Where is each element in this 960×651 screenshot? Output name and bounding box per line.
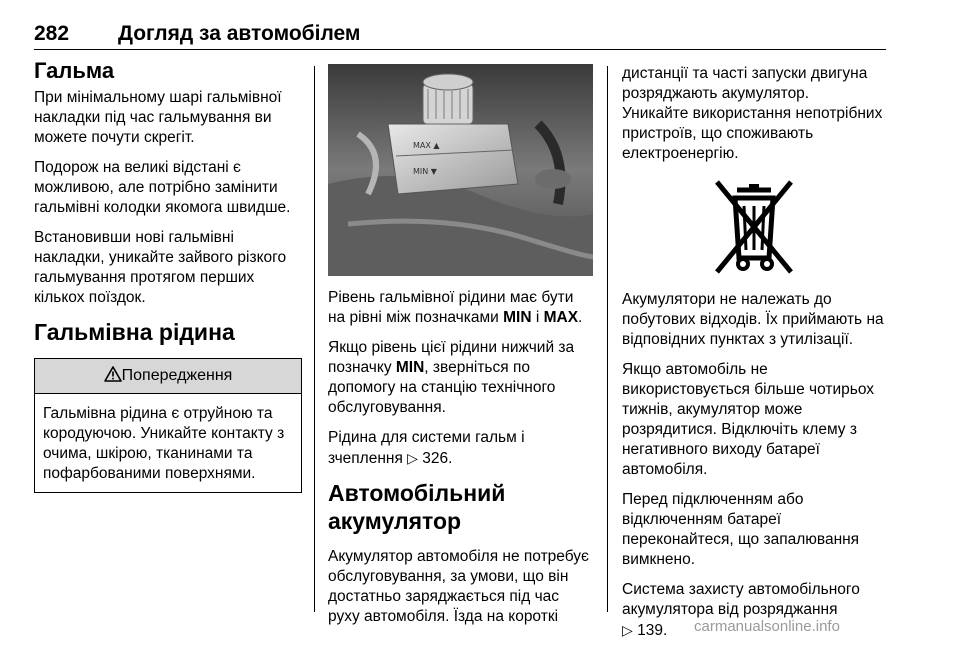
paragraph: Акумулятори не належать до побутових відходів. Їх приймають на відповідних пунктах з утилізації. xyxy=(622,291,884,348)
brakes-heading: Гальма xyxy=(34,58,115,83)
column-right xyxy=(622,64,886,651)
warning-icon xyxy=(104,366,122,382)
paragraph: Якщо рівень цієї рідини нижчий за позначку MIN, зверніться по допомогу на станцію технічного обслуговування. xyxy=(328,339,575,416)
column-middle xyxy=(328,64,593,637)
column-divider xyxy=(314,66,315,612)
paragraph: Встановивши нові гальмівні накладки, уникайте зайвого різкого гальмування протягом перших кількох поїздок. xyxy=(34,229,287,306)
watermark: carmanualsonline.info xyxy=(694,618,840,635)
paragraph: Акумулятор автомобіля не потребує обслуговування, за умови, що він достатньо заряджається під час руху автомобіля. Їзда на короткі xyxy=(328,548,589,625)
header-rule xyxy=(34,49,886,50)
brake-fluid-reservoir-photo xyxy=(328,64,593,276)
warning-title: Попередження xyxy=(121,367,233,384)
paragraph: дистанції та часті запуски двигуна розряджають акумулятор. xyxy=(622,65,868,102)
page-header xyxy=(34,22,886,52)
column-left xyxy=(34,58,302,493)
section-title: Догляд за автомобілем xyxy=(118,22,361,45)
column-divider xyxy=(607,66,608,612)
page-reference[interactable]: 326. xyxy=(422,450,453,467)
page-reference[interactable]: 139. xyxy=(637,622,668,639)
paragraph: Система захисту автомобільного акумулятора від розряджання ▷ 139. xyxy=(622,581,860,639)
paragraph: Подорож на великі відстані є можливою, але потрібно замінити гальмівні колодки якомога швидше. xyxy=(34,159,291,216)
brake-fluid-heading: Гальмівна рідина xyxy=(34,319,235,345)
paragraph: Перед підключенням або відключенням батареї переконайтеся, що запалювання вимкнено. xyxy=(622,491,860,568)
paragraph: При мінімальному шарі гальмівної накладки під час гальмування ви можете почути скрегіт. xyxy=(34,89,282,146)
paragraph: Рівень гальмівної рідини має бути на рівні між позначками MIN і MAX. xyxy=(328,289,583,326)
paragraph: Якщо автомобіль не використовується більше чотирьох тижнів, акумулятор може розрядитися. Відключіть клему з негативного виходу батареї автомобіля. xyxy=(622,361,875,478)
page-reference-icon: ▷ xyxy=(407,450,418,466)
battery-heading: Автомобільний акумулятор xyxy=(328,480,506,534)
min-mark-label: MIN ▼ xyxy=(413,167,437,176)
crossed-out-bin-icon xyxy=(709,176,799,276)
warning-box xyxy=(34,358,302,493)
page-number: 282 xyxy=(34,22,70,45)
max-mark-label: MAX ▲ xyxy=(413,141,440,150)
warning-body: Гальмівна рідина є отруйною та кородуючою. Уникайте контакту з очима, шкірою, тканинами та пофарбованими поверхнями. xyxy=(43,405,285,482)
paragraph: Рідина для системи гальм і зчеплення ▷ 326. xyxy=(328,429,525,467)
paragraph: Уникайте використання непотрібних пристроїв, що споживають електроенергію. xyxy=(622,105,883,162)
warning-header xyxy=(35,359,301,394)
page-reference-icon: ▷ xyxy=(622,622,633,638)
